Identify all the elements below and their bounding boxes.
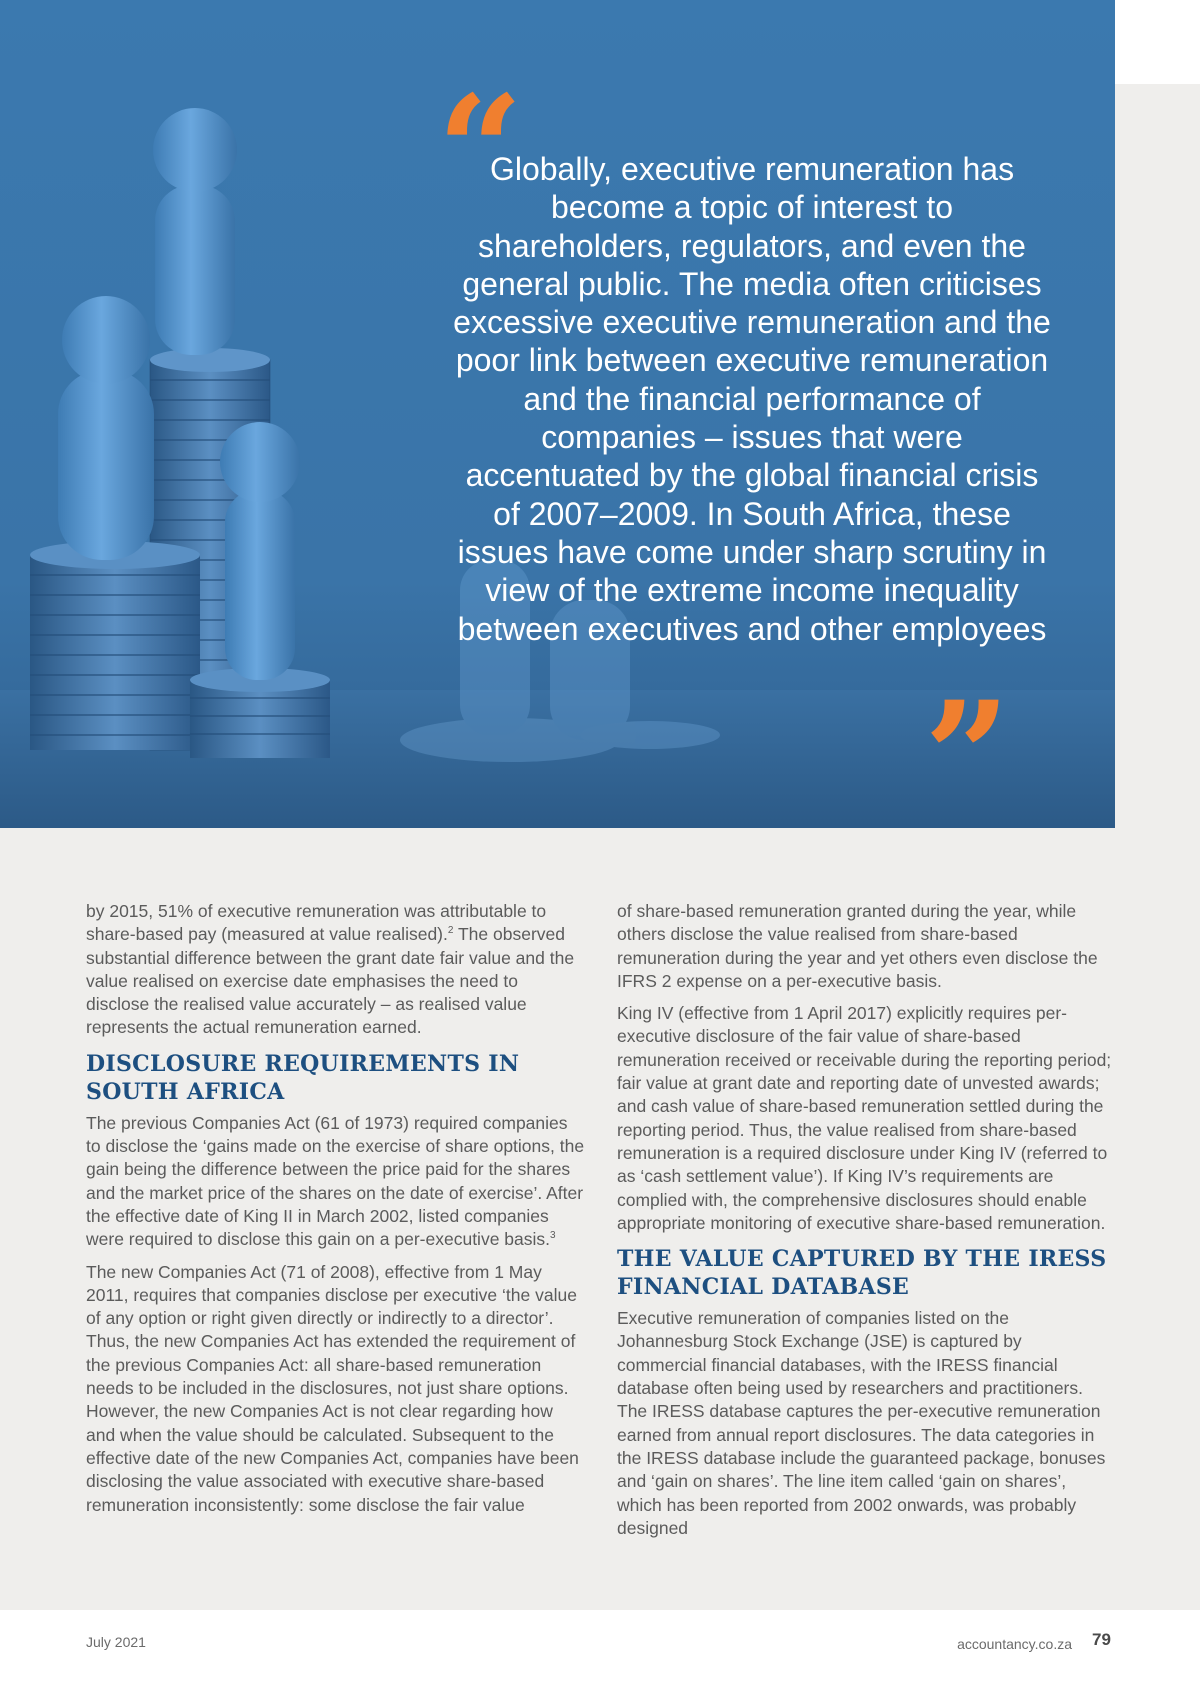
- paragraph: King IV (effective from 1 April 2017) explicitly requires per-executive disclosure of the fair value of share-based remuneration received or receivable during the reporting period; fair value at grant date and reporting date of unvested awards; and cash value of share-based remuneration settled during the reporting period. Thus, the value realised from share-based remuneration is a required disclosure under King IV (referred to as ‘cash settlement value’). If King IV’s requirements are complied with, the comprehensive disclosures should enable appropriate monitoring of executive share-based remuneration.: [617, 1003, 1112, 1233]
- hero-banner: [0, 0, 1115, 828]
- paragraph: The new Companies Act (71 of 2008), effective from 1 May 2011, requires that companies disclose per executive ‘the value of any option or right given directly or indirectly to a director’. Thus, the new Companies Act has extended the requirement of the previous Companies Act: all share-based remuneration needs to be included in the disclosures, not just share options. However, the new Companies Act is not clear regarding how and when the value should be calculated. Subsequent to the effective date of the new Companies Act, companies have been disclosing the value associated with executive share-based remuneration inconsistently: some disclose the fair value: [86, 1261, 579, 1515]
- section-heading: DISCLOSURE REQUIREMENTS IN SOUTH AFRICA: [86, 1050, 520, 1105]
- pawn-small: [220, 422, 300, 680]
- page-number: 79: [1092, 1630, 1111, 1649]
- open-quote-icon: “: [437, 63, 516, 239]
- close-quote-icon: ”: [924, 669, 1003, 828]
- page-margin-strip: [1115, 84, 1200, 828]
- footnote-ref: 3: [550, 1230, 556, 1242]
- article-body: [0, 828, 1200, 1610]
- coin-stack-left: [30, 541, 200, 750]
- paragraph: [86, 1112, 586, 1252]
- footer-date: July 2021: [86, 1634, 146, 1650]
- pawn-tall: [153, 108, 237, 355]
- pull-quote: Globally, executive remuneration has become a topic of interest to shareholders, regulators, and even the general public. The media often criticises excessive executive remuneration and the poor link between executive remuneration and the financial performance of companies – issues that were accentuated by the global financial crisis of 2007–2009. In South Africa, these issues have come under sharp scrutiny in view of the extreme income inequality between executives and other employees: [453, 151, 1051, 647]
- footer-site-link[interactable]: accountancy.co.za: [957, 1636, 1072, 1652]
- pawn-left: [58, 296, 154, 560]
- paragraph-text: by 2015, 51% of executive remuneration was attributable to share-based pay (measured at value realised).: [86, 901, 547, 945]
- left-column: [86, 900, 586, 1526]
- paragraph: Executive remuneration of companies listed on the Johannesburg Stock Exchange (JSE) is captured by commercial financial databases, with the IRESS financial database often being used by researchers and practitioners. The IRESS database captures the per-executive remuneration earned from annual report disclosures. The data categories in the IRESS database include the guaranteed package, bonuses and ‘gain on shares’. The line item called ‘gain on shares’, which has been reported from 2002 onwards, was probably designed: [617, 1308, 1106, 1538]
- coin-stack-front: [190, 668, 330, 758]
- paragraph: [86, 900, 586, 1040]
- paragraph-text: The observed substantial difference between the grant date fair value and the value realised on exercise date emphasises the need to disclose the realised value accurately – as realised value represents the actual remuneration earned.: [86, 924, 575, 1038]
- paragraph: of share-based remuneration granted during the year, while others disclose the value realised from share-based remuneration during the year and yet others even disclose the IFRS 2 expense on a per-executive basis.: [617, 901, 1098, 991]
- right-column: [617, 900, 1115, 1549]
- section-heading: THE VALUE CAPTURED BY THE IRESS FINANCIAL DATABASE: [617, 1246, 1107, 1301]
- paragraph-text: The previous Companies Act (61 of 1973) required companies to disclose the ‘gains made on the exercise of share options, the gain being the difference between the price paid for the shares and the market price of the shares on the date of exercise’. After the effective date of King II in March 2002, listed companies were required to disclose this gain on a per-executive basis.: [86, 1112, 585, 1250]
- footnote-ref: 2: [447, 925, 454, 937]
